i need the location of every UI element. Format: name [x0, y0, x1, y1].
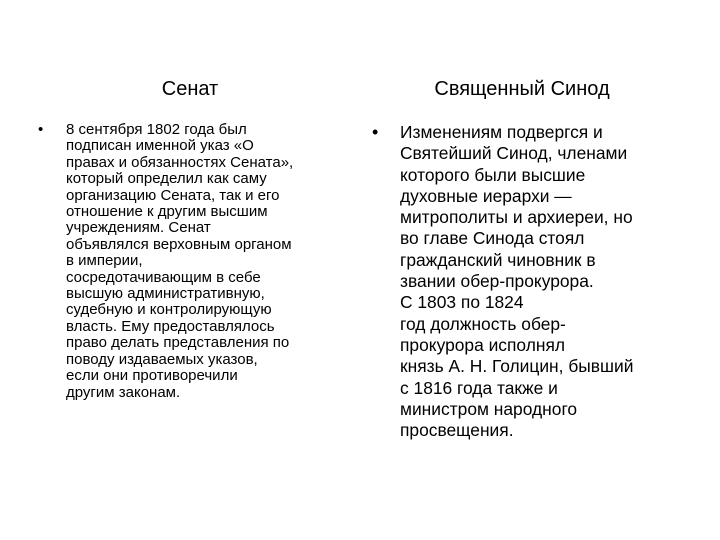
text-line: если они противоречили [66, 367, 238, 385]
text-line: 8 сентября 1802 года был [66, 121, 247, 138]
text-line: с 1816 года также и [400, 377, 558, 398]
text-line: объявлялся верховным органом [66, 235, 292, 253]
synod-heading: Священный Синод [434, 78, 610, 100]
text-line: учреждениям. Сенат [66, 219, 211, 237]
text-line: С 1803 по 1824 [400, 292, 524, 313]
bullet-marker: • [38, 121, 44, 138]
text-line: который определил как саму [66, 170, 267, 188]
text-line: год должность обер- [400, 313, 566, 334]
senate-bullet-text [66, 122, 358, 401]
text-line: организацию Сената, так и его [66, 186, 280, 204]
senate-bullet-item [38, 122, 358, 401]
text-line: поводу издаваемых указов, [66, 350, 258, 368]
text-line: в империи, [66, 252, 143, 270]
text-line: право делать представления по [66, 334, 290, 352]
text-line: которого были высшие [400, 164, 586, 185]
bullet-marker: • [372, 122, 379, 142]
text-line: министром народного [400, 398, 578, 419]
text-line: князь А. Н. Голицин, бывший [400, 356, 634, 377]
text-line: высшую административную, [66, 285, 265, 303]
text-line: другим законам. [66, 383, 181, 401]
text-line: звании обер-прокурора. [400, 271, 594, 292]
text-line: власть. Ему предоставлялось [66, 317, 275, 335]
text-line: просвещения. [400, 420, 514, 441]
text-line: сосредотачивающим в себе [66, 268, 261, 286]
text-line: правах и обязанностях Сената», [66, 153, 294, 171]
synod-bullet-item [372, 122, 682, 441]
synod-column [372, 122, 682, 441]
text-line: подписан именной указ «О [66, 137, 254, 155]
text-line: духовные иерархи — [400, 185, 572, 206]
senate-heading: Сенат [161, 78, 219, 100]
text-line: судебную и контролирующую [66, 301, 272, 319]
text-line: митрополиты и архиереи, но [400, 207, 633, 228]
text-line: гражданский чиновник в [400, 249, 596, 270]
text-line: отношение к другим высшим [66, 203, 268, 221]
text-line: прокурора исполнял [400, 334, 566, 355]
senate-column [38, 122, 358, 401]
text-line: во главе Синода стоял [400, 228, 585, 249]
synod-bullet-text [400, 122, 682, 441]
text-line: Святейший Синод, членами [400, 143, 628, 164]
text-line: Изменениям подвергся и [400, 122, 603, 142]
